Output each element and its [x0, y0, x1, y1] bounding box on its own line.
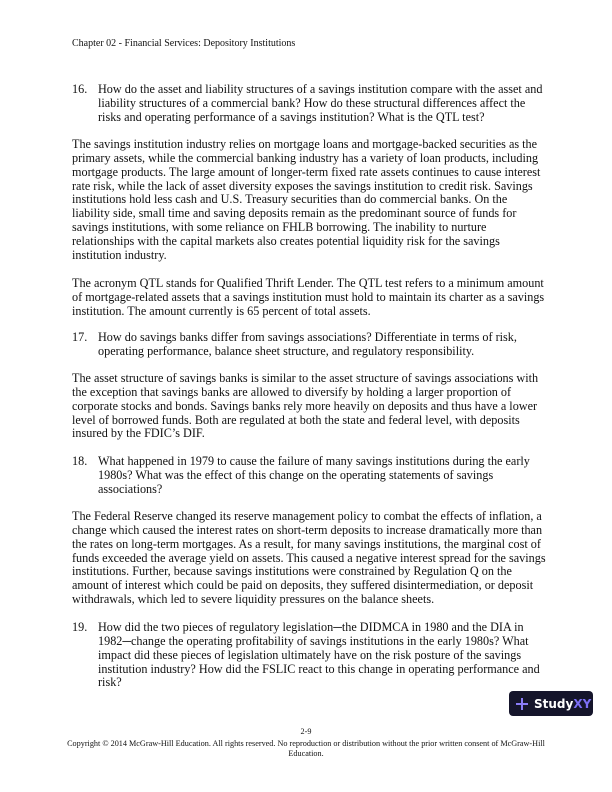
text-line: How did the two pieces of regulatory legislation─the DIDMCA in 1980 and the DIA in: [98, 620, 524, 634]
text-line: institutions. Further, because savings institutions were constrained by Regulation Q on the: [72, 564, 512, 579]
text-line: operating performance, balance sheet structure, and regulatory responsibility.: [98, 343, 475, 358]
text-line: savings institutions, with some reliance on FHLB borrowing. The inability to nurture: [72, 220, 487, 235]
text-line: associations?: [98, 481, 163, 496]
text-line: 1980s? What was the effect of this change on the operating statements of savings: [98, 467, 494, 482]
answer-paragraph: [72, 277, 552, 319]
text-line: institution. The amount currently is 65 percent of total assets.: [72, 303, 371, 318]
text-line: of mortgage-related assets that a savings institution must hold to maintain its charter as a savings: [72, 289, 545, 304]
question-text: [98, 455, 530, 497]
answer-paragraph: [72, 372, 552, 441]
text-line: the exception that savings banks are allowed to diversify by holding a larger proportion of: [72, 384, 512, 399]
studyxy-badge[interactable]: [509, 691, 593, 716]
text-line: relationships with the capital markets also creates potential liquidity risk for the savings: [72, 233, 500, 248]
text-line: primary assets, while the commercial banking industry has a variety of loan products, including: [72, 150, 539, 165]
badge-label-study: Study: [534, 696, 574, 711]
text-line: The acronym QTL stands for Qualified Thrift Lender. The QTL test refers to a minimum amount: [72, 276, 544, 290]
text-line: institutions hold less cash and U.S. Treasury securities than do commercial banks. On the: [72, 192, 508, 207]
question-text: [98, 83, 542, 125]
text-line: risks and operating performance of a savings institution? What is the QTL test?: [98, 109, 485, 124]
text-line: corporate stocks and bonds. Savings banks rely more heavily on deposits and thus have a lower: [72, 398, 538, 413]
question-number: 16.: [72, 82, 88, 96]
answer-paragraph: [72, 510, 552, 607]
text-line: rate risk, while the lack of asset diversity exposes the savings institution to credit risk. Savings: [72, 178, 533, 193]
question-text: [98, 331, 517, 359]
question-number: 19.: [72, 620, 88, 634]
text-line: What happened in 1979 to cause the failure of many savings institutions during the early: [98, 454, 530, 468]
text-line: liability side, small time and saving deposits remain as the predominant source of funds for: [72, 206, 517, 221]
answer-paragraph: [72, 138, 552, 263]
copyright-line: Copyright © 2014 McGraw-Hill Education. All rights reserved. No reproduction or distribution without the prior written consent of McGraw-Hill: [67, 739, 545, 748]
page-number: 2-9: [300, 727, 312, 736]
text-line: amount of interest which could be paid on deposits, they suffered disintermediation, or deposit: [72, 578, 534, 593]
text-line: withdrawals, which led to severe liquidity pressures on the balance sheets.: [72, 592, 435, 607]
text-line: institution industry.: [72, 247, 167, 262]
copyright-line: Education.: [288, 748, 324, 758]
text-line: 1982─change the operating profitability of savings institutions in the early 1980s? What: [98, 633, 529, 648]
text-line: institution industry? How did the FSLIC react to this change in operating performance and: [98, 661, 540, 676]
text-line: How do the asset and liability structures of a savings institution compare with the asset and: [98, 82, 543, 96]
text-line: The asset structure of savings banks is similar to the asset structure of savings associations with: [72, 371, 539, 385]
text-line: level of borrowed funds. Both are regulated at both the state and federal level, with deposits: [72, 412, 520, 427]
text-line: insured by the FDIC’s DIF.: [72, 426, 205, 441]
text-line: liability structures of a commercial bank? How do these structural differences affect the: [98, 95, 526, 110]
text-line: How do savings banks differ from savings associations? Differentiate in terms of risk,: [98, 330, 517, 344]
plus-icon: [516, 698, 528, 710]
text-line: risk?: [98, 675, 122, 690]
text-line: The Federal Reserve changed its reserve management policy to combat the effects of inflation, a: [72, 509, 542, 523]
text-line: funds exceeded the average yield on assets. This caused a negative interest spread for the savings: [72, 550, 546, 565]
copyright-notice: [0, 739, 612, 758]
text-line: change which caused the interest rates on short-term deposits to increase dramatically more than: [72, 522, 543, 537]
text-line: the rates on long-term mortgages. As a result, for many savings institutions, the marginal cost of: [72, 536, 541, 551]
question-text: [98, 621, 540, 690]
question-number: 18.: [72, 454, 88, 468]
text-line: mortgage products. The large amount of longer-term fixed rate assets continues to cause interest: [72, 164, 541, 179]
question-number: 17.: [72, 330, 88, 344]
badge-label-xy: XY: [573, 696, 592, 711]
running-header: Chapter 02 - Financial Services: Depository Institutions: [72, 38, 296, 49]
text-line: impact did these pieces of legislation ultimately have on the risk posture of the savings: [98, 647, 522, 662]
text-line: The savings institution industry relies on mortgage loans and mortgage-backed securities as the: [72, 137, 538, 151]
